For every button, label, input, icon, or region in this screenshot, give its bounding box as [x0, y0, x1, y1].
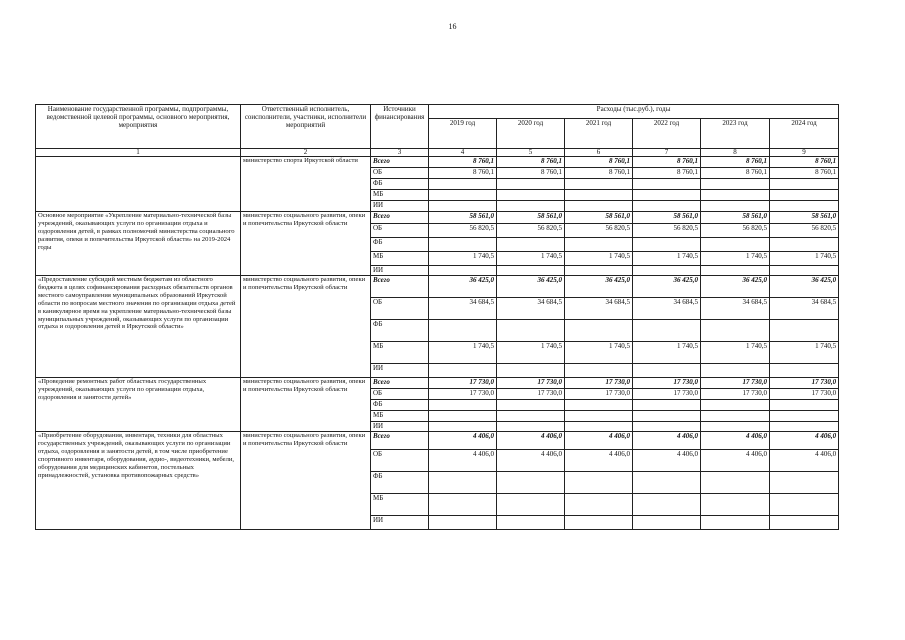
funding-source: ИИ [371, 364, 429, 378]
expense-value: 4 406,0 [497, 432, 565, 450]
funding-source: ИИ [371, 201, 429, 212]
table-row [36, 212, 839, 224]
expense-value [770, 494, 839, 516]
expense-value [497, 190, 565, 201]
expense-value: 17 730,0 [497, 389, 565, 400]
expense-value: 1 740,5 [770, 342, 839, 364]
expense-value: 56 820,5 [770, 224, 839, 238]
column-number: 7 [633, 149, 701, 157]
expense-value: 34 684,5 [701, 298, 770, 320]
expense-value: 17 730,0 [429, 389, 497, 400]
expense-value [497, 266, 565, 276]
column-number-row [36, 149, 839, 157]
expense-value: 56 820,5 [497, 224, 565, 238]
expense-value: 36 425,0 [701, 276, 770, 298]
expense-value [497, 201, 565, 212]
header-executor: Ответственный исполнитель, соисполнители, участники, исполнители мероприятий [241, 105, 371, 149]
program-description: Основное мероприятие «Укрепление материально-технической базы учреждений, оказывающих услуги по организации отдыха и оздоровления детей, в рамках полномочий министерства социального развития, опеки и попечительства Иркутской области» на 2019-2024 годы [36, 212, 241, 276]
expense-value: 36 425,0 [770, 276, 839, 298]
expense-value: 8 760,1 [497, 168, 565, 179]
funding-source: ОБ [371, 168, 429, 179]
expense-value [565, 320, 633, 342]
expense-value [633, 411, 701, 422]
expense-value [770, 422, 839, 432]
expense-value [633, 364, 701, 378]
expense-value: 8 760,1 [429, 157, 497, 168]
expense-value [565, 238, 633, 252]
program-description: «Приобретение оборудования, инвентаря, техники для областных государственных учреждений, оказывающих услуги по организации отдыха, оздоровления и занятости детей, в том числе приобретение спортивного инвентаря, оборудования, аудио-, видеотехники, мебели, оборудования для медицинских кабинетов, постельных принадлежностей, установка противопожарных средств» [36, 432, 241, 530]
expense-value [633, 238, 701, 252]
expense-value: 58 561,0 [429, 212, 497, 224]
expense-value: 56 820,5 [429, 224, 497, 238]
expense-value [633, 472, 701, 494]
expense-value [701, 516, 770, 530]
expense-value: 4 406,0 [497, 450, 565, 472]
expense-value: 17 730,0 [429, 378, 497, 389]
funding-source: МБ [371, 494, 429, 516]
expense-value [770, 201, 839, 212]
table-row [36, 432, 839, 450]
expense-value [429, 190, 497, 201]
expense-value: 17 730,0 [701, 389, 770, 400]
expense-value: 1 740,5 [633, 252, 701, 266]
expense-value [770, 364, 839, 378]
expense-value [770, 238, 839, 252]
expense-value: 17 730,0 [770, 389, 839, 400]
expense-value [770, 320, 839, 342]
expense-value [633, 516, 701, 530]
column-number: 1 [36, 149, 241, 157]
program-description [36, 157, 241, 212]
expense-value [497, 320, 565, 342]
expense-value [633, 201, 701, 212]
budget-table [35, 104, 839, 530]
expense-value [770, 516, 839, 530]
funding-source: МБ [371, 252, 429, 266]
table-row [36, 157, 839, 168]
expense-value [565, 422, 633, 432]
expense-value [701, 364, 770, 378]
expense-value [701, 400, 770, 411]
funding-source: ФБ [371, 238, 429, 252]
expense-value: 4 406,0 [701, 450, 770, 472]
expense-value [497, 516, 565, 530]
funding-source: ФБ [371, 179, 429, 190]
expense-value: 8 760,1 [497, 157, 565, 168]
expense-value: 8 760,1 [633, 168, 701, 179]
funding-source: ОБ [371, 298, 429, 320]
expense-value: 1 740,5 [429, 342, 497, 364]
expense-value [770, 179, 839, 190]
expense-value [770, 190, 839, 201]
header-funding-source: Источники финансирования [371, 105, 429, 149]
expense-value: 8 760,1 [429, 168, 497, 179]
expense-value: 1 740,5 [701, 342, 770, 364]
expense-value [497, 179, 565, 190]
expense-value [565, 400, 633, 411]
expense-value [770, 472, 839, 494]
expense-value [429, 411, 497, 422]
expense-value: 58 561,0 [633, 212, 701, 224]
expense-value [565, 190, 633, 201]
expense-value [701, 266, 770, 276]
responsible-executor: министерство социального развития, опеки и попечительства Иркутской области [241, 378, 371, 432]
funding-source: ИИ [371, 422, 429, 432]
expense-value: 8 760,1 [565, 168, 633, 179]
expense-value: 4 406,0 [429, 450, 497, 472]
funding-source: МБ [371, 342, 429, 364]
expense-value: 56 820,5 [565, 224, 633, 238]
expense-value [429, 238, 497, 252]
funding-source: ФБ [371, 400, 429, 411]
expense-value: 1 740,5 [429, 252, 497, 266]
funding-source: Всего [371, 157, 429, 168]
expense-value [429, 179, 497, 190]
funding-source: ИИ [371, 516, 429, 530]
column-number: 6 [565, 149, 633, 157]
expense-value [565, 266, 633, 276]
expense-value [497, 494, 565, 516]
expense-value [633, 190, 701, 201]
expense-value: 34 684,5 [497, 298, 565, 320]
expense-value [701, 411, 770, 422]
expense-value [429, 266, 497, 276]
expense-value: 1 740,5 [497, 252, 565, 266]
expense-value [701, 201, 770, 212]
expense-value [565, 179, 633, 190]
expense-value [633, 400, 701, 411]
expense-value: 36 425,0 [429, 276, 497, 298]
responsible-executor: министерство социального развития, опеки и попечительства Иркутской области [241, 276, 371, 378]
expense-value [565, 516, 633, 530]
expense-value: 8 760,1 [701, 157, 770, 168]
table-row [36, 276, 839, 298]
column-number: 2 [241, 149, 371, 157]
header-expenses: Расходы (тыс.руб.), годы [429, 105, 839, 119]
funding-source: Всего [371, 432, 429, 450]
expense-value: 17 730,0 [565, 389, 633, 400]
expense-value: 17 730,0 [633, 378, 701, 389]
expense-value [429, 516, 497, 530]
expense-value: 8 760,1 [770, 168, 839, 179]
expense-value: 1 740,5 [565, 252, 633, 266]
expense-value: 1 740,5 [770, 252, 839, 266]
responsible-executor: министерство спорта Иркутской области [241, 157, 371, 212]
expense-value [429, 364, 497, 378]
expense-value [701, 190, 770, 201]
funding-source: ОБ [371, 224, 429, 238]
funding-source: ОБ [371, 450, 429, 472]
expense-value: 8 760,1 [701, 168, 770, 179]
page-number: 16 [448, 22, 457, 31]
column-number: 5 [497, 149, 565, 157]
expense-value [497, 400, 565, 411]
expense-value: 1 740,5 [565, 342, 633, 364]
expense-value [701, 472, 770, 494]
expense-value: 36 425,0 [565, 276, 633, 298]
expense-value [633, 320, 701, 342]
expense-value [565, 472, 633, 494]
expense-value: 4 406,0 [701, 432, 770, 450]
expense-value [770, 411, 839, 422]
funding-source: Всего [371, 276, 429, 298]
expense-value: 17 730,0 [701, 378, 770, 389]
column-number: 4 [429, 149, 497, 157]
table-row [36, 378, 839, 389]
expense-value: 4 406,0 [429, 432, 497, 450]
expense-value [565, 201, 633, 212]
expense-value: 36 425,0 [497, 276, 565, 298]
expense-value: 34 684,5 [429, 298, 497, 320]
funding-source: Всего [371, 212, 429, 224]
expense-value [770, 266, 839, 276]
expense-value [497, 364, 565, 378]
expense-value: 17 730,0 [497, 378, 565, 389]
expense-value: 4 406,0 [565, 450, 633, 472]
expense-value [429, 422, 497, 432]
expense-value [701, 494, 770, 516]
funding-source: МБ [371, 190, 429, 201]
expense-value [701, 422, 770, 432]
expense-value: 4 406,0 [565, 432, 633, 450]
expense-value [497, 238, 565, 252]
expense-value [633, 422, 701, 432]
expense-value: 8 760,1 [565, 157, 633, 168]
header-year: 2023 год [701, 119, 770, 149]
header-program-name: Наименование государственной программы, подпрограммы, ведомственной целевой программы, основного мероприятия, мероприятия [36, 105, 241, 149]
responsible-executor: министерство социального развития, опеки и попечительства Иркутской области [241, 212, 371, 276]
responsible-executor: министерство социального развития, опеки и попечительства Иркутской области [241, 432, 371, 530]
header-year: 2022 год [633, 119, 701, 149]
expense-value [565, 411, 633, 422]
expense-value [429, 320, 497, 342]
expense-value [429, 494, 497, 516]
expense-value: 58 561,0 [565, 212, 633, 224]
program-description: «Проведение ремонтных работ областных государственных учреждений, оказывающих услуги по организации отдыха, оздоровления и занятости детей» [36, 378, 241, 432]
funding-source: Всего [371, 378, 429, 389]
column-number: 9 [770, 149, 839, 157]
column-number: 8 [701, 149, 770, 157]
expense-value: 17 730,0 [565, 378, 633, 389]
header-year: 2019 год [429, 119, 497, 149]
expense-value: 58 561,0 [497, 212, 565, 224]
funding-source: ФБ [371, 472, 429, 494]
expense-value: 34 684,5 [565, 298, 633, 320]
table-body [36, 105, 839, 530]
expense-value [497, 472, 565, 494]
expense-value: 34 684,5 [633, 298, 701, 320]
expense-value [429, 472, 497, 494]
expense-value: 4 406,0 [770, 432, 839, 450]
header-row-top [36, 105, 839, 119]
expense-value [497, 411, 565, 422]
expense-value: 36 425,0 [633, 276, 701, 298]
funding-source: ИИ [371, 266, 429, 276]
expense-value: 1 740,5 [497, 342, 565, 364]
header-year: 2021 год [565, 119, 633, 149]
expense-value: 17 730,0 [770, 378, 839, 389]
expense-value [565, 364, 633, 378]
expense-value: 58 561,0 [701, 212, 770, 224]
expense-value: 58 561,0 [770, 212, 839, 224]
expense-value: 17 730,0 [633, 389, 701, 400]
expense-value: 1 740,5 [701, 252, 770, 266]
header-year: 2020 год [497, 119, 565, 149]
expense-value [770, 400, 839, 411]
expense-value [701, 238, 770, 252]
expense-value: 4 406,0 [633, 450, 701, 472]
expense-value: 1 740,5 [633, 342, 701, 364]
expense-value: 56 820,5 [701, 224, 770, 238]
program-description: «Предоставление субсидий местным бюджетам из областного бюджета в целях софинансирования расходных обязательств органов местного самоуправления муниципальных образований Иркутской области по вопросам местного значения по организации отдыха детей в каникулярное время на укрепление материально-технической базы муниципальных учреждений, оказывающих услуги по организации отдыха и оздоровления детей в Иркутской области» [36, 276, 241, 378]
expense-value [429, 400, 497, 411]
column-number: 3 [371, 149, 429, 157]
expense-value [701, 179, 770, 190]
expense-value: 8 760,1 [770, 157, 839, 168]
expense-value: 8 760,1 [633, 157, 701, 168]
funding-source: МБ [371, 411, 429, 422]
expense-value: 4 406,0 [770, 450, 839, 472]
header-year: 2024 год [770, 119, 839, 149]
expense-value [701, 320, 770, 342]
expense-value: 34 684,5 [770, 298, 839, 320]
expense-value [633, 266, 701, 276]
expense-value [429, 201, 497, 212]
expense-value [565, 494, 633, 516]
expense-value: 4 406,0 [633, 432, 701, 450]
expense-value [633, 179, 701, 190]
funding-source: ФБ [371, 320, 429, 342]
funding-source: ОБ [371, 389, 429, 400]
expense-value: 56 820,5 [633, 224, 701, 238]
expense-value [497, 422, 565, 432]
expense-value [633, 494, 701, 516]
